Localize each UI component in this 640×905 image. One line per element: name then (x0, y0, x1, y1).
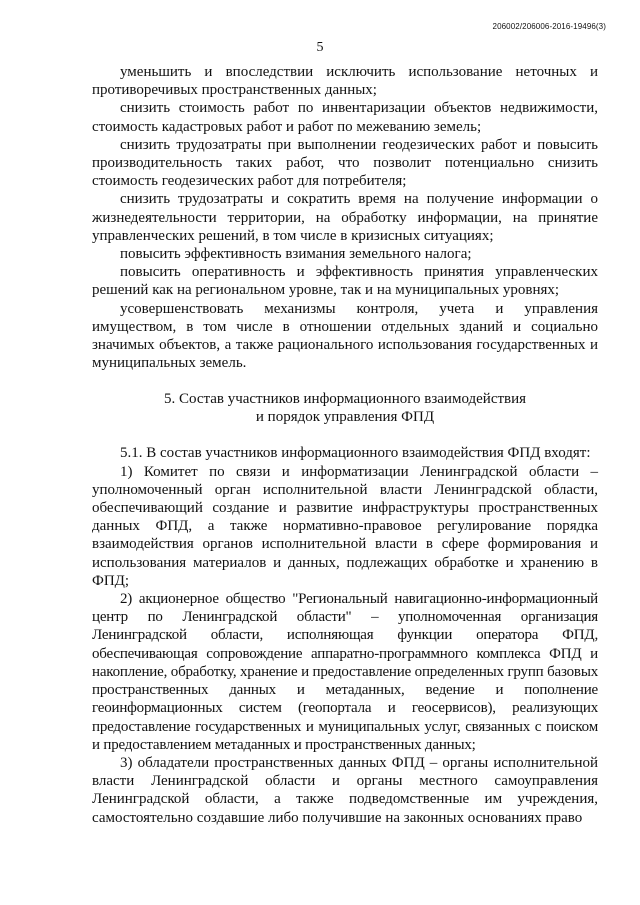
section-heading (92, 390, 598, 426)
document-body (92, 63, 598, 827)
section-heading-line: 5. Состав участников информационного взаимодействия (163, 391, 527, 408)
clause-paragraph: 1) Комитет по связи и информатизации Ленинградской области – уполномоченный орган исполнительной власти Ленинградской области, обеспечивающий создание и развитие инфраструктуры пространственных данных ФПД, а также нормативно-правовое регулирование порядка взаимодействия органов исполнительной власти в сфере формирования и использования материалов и данных, подлежащих обработке и хранению в ФПД; (92, 463, 598, 589)
intro-item: повысить эффективность взимания земельного налога; (120, 246, 472, 263)
intro-item: снизить трудозатраты и сократить время на получение информации о жизнедеятельности территории, на обработку информации, на принятие управленческих решений, в том числе в кризисных ситуациях; (92, 191, 598, 244)
intro-item: уменьшить и впоследствии исключить использование неточных и противоречивых пространственных данных; (92, 64, 598, 99)
clause-paragraph: 3) обладатели пространственных данных ФПД – органы исполнительной власти Ленинградской области и органы местного самоуправления Ленинградской области, а также подведомственные им учреждения, самостоятельно создавшие либо получившие на законных основаниях право (92, 754, 598, 826)
intro-item: повысить оперативность и эффективность принятия управленческих решений как на региональном уровне, так и на муниципальных уровнях; (92, 264, 598, 299)
section-heading-line: и порядок управления ФПД (255, 409, 435, 426)
document-id: 206002/206006-2016-19496(3) (492, 22, 606, 31)
intro-item: снизить трудозатраты при выполнении геодезических работ и повысить производительность таких работ, что позволит потенциально снизить стоимость геодезических работ для потребителя; (92, 136, 598, 190)
clause-paragraph: 2) акционерное общество "Региональный навигационно-информационный центр по Ленинградской области" – уполномоченная организация Ленинградской области, исполняющая функции оператора ФПД, обеспечивающая сопровождение аппаратно-программного комплекса ФПД и накопление, обработку, хранение и предоставление определенных групп базовых пространственных данных и метаданных, ведение и пополнение геоинформационных систем (геопортала и геосервисов), реализующих предоставление государственных и муниципальных услуг, связанных с поиском и предоставлением метаданных и пространственных данных; (92, 591, 598, 753)
intro-item: снизить стоимость работ по инвентаризации объектов недвижимости, стоимость кадастровых работ и работ по межеванию земель; (92, 100, 598, 135)
intro-item: усовершенствовать механизмы контроля, учета и управления имуществом, в том числе в отношении отдельных зданий и социально значимых объектов, а также рационального использования государственных и муниципальных земель. (92, 300, 598, 372)
page-number: 5 (316, 40, 324, 55)
clause-paragraph: 5.1. В состав участников информационного взаимодействия ФПД входят: (120, 445, 591, 462)
